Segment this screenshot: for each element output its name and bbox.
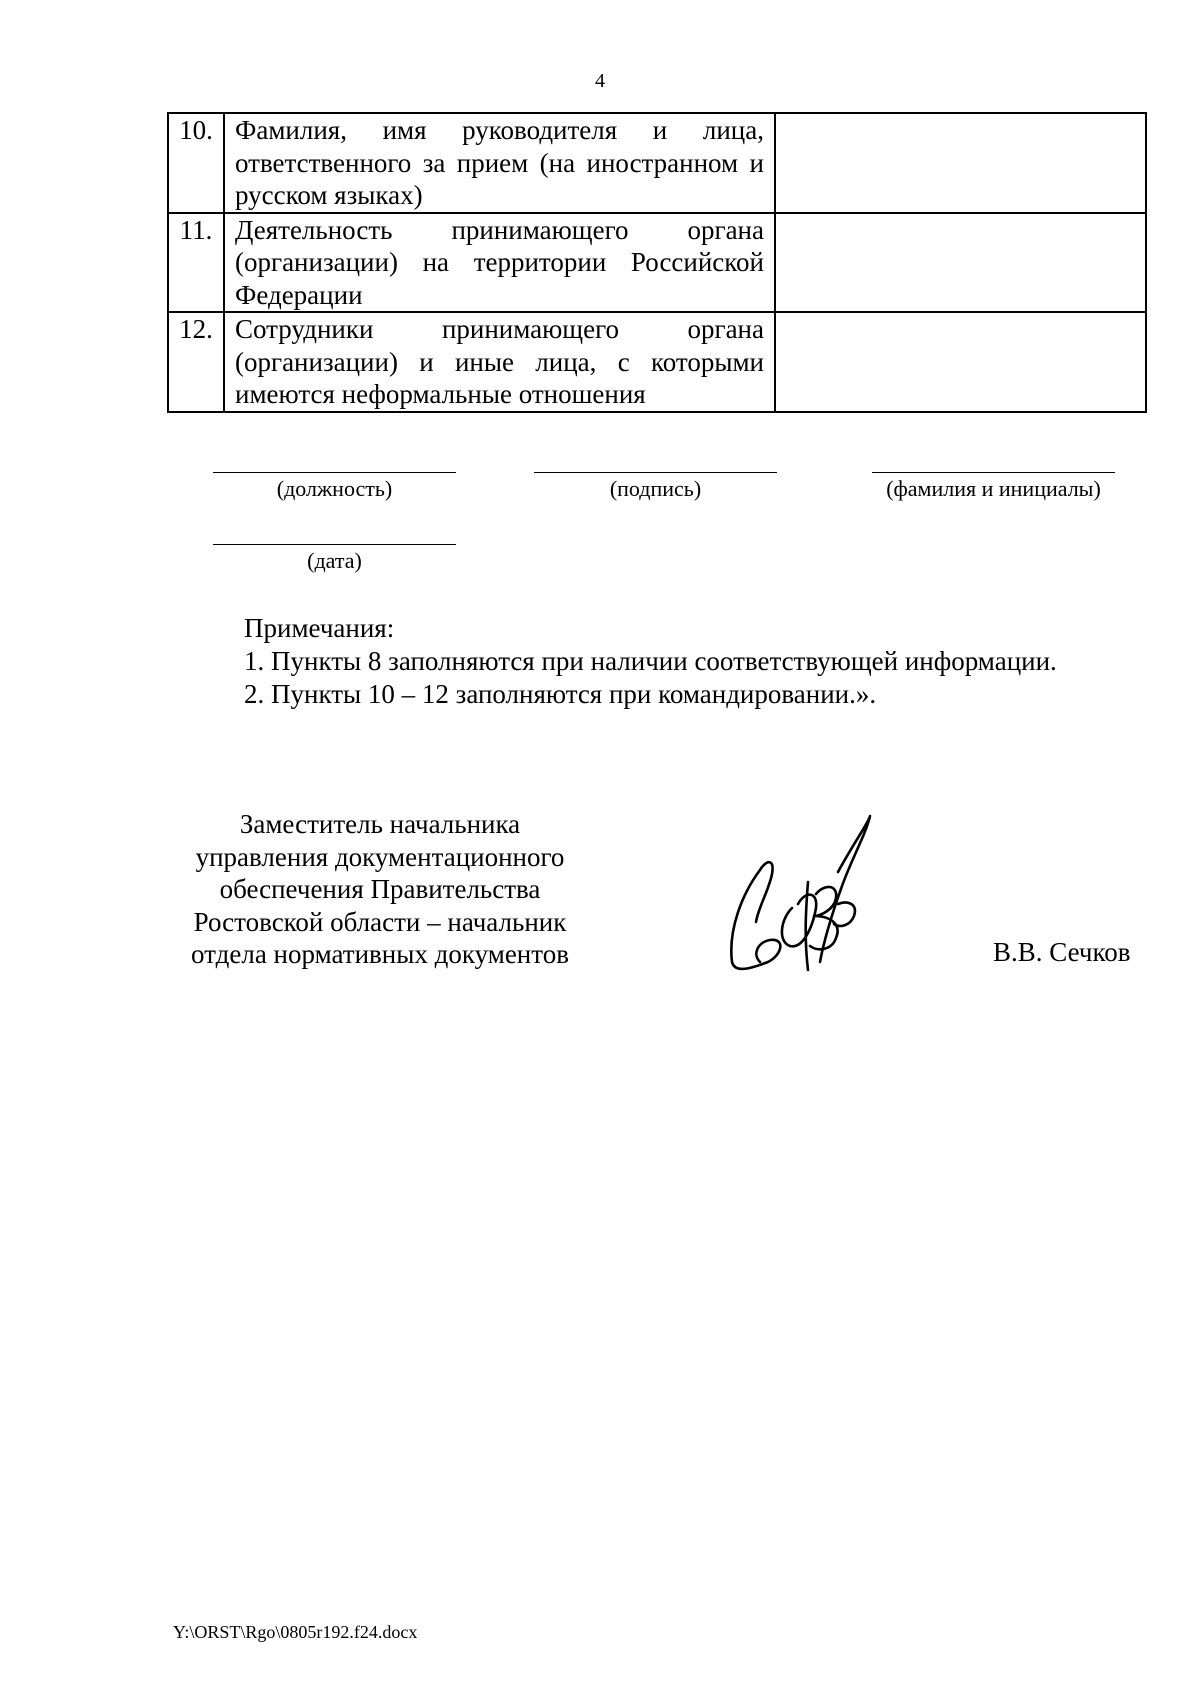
- signatory-title-line: обеспечения Правительства: [219, 874, 541, 904]
- name-line: [872, 472, 1115, 473]
- note-item: 2. Пункты 10 – 12 заполняются при командировании.».: [244, 679, 877, 709]
- table-row: [168, 312, 1146, 412]
- row-value: [775, 113, 1146, 213]
- note-item: 1. Пункты 8 заполняются при наличии соответствующей информации.: [244, 646, 1057, 676]
- signatory-title-line: Ростовской области – начальник: [193, 906, 567, 937]
- name-caption: (фамилия и инициалы): [886, 476, 1101, 501]
- date-caption: (дата): [307, 548, 362, 573]
- notes: [244, 612, 1057, 711]
- form-table: [167, 112, 1147, 413]
- signature-caption: (подпись): [609, 476, 702, 501]
- notes-heading: Примечания:: [244, 613, 395, 643]
- date-line: [213, 544, 456, 545]
- row-number: 12.: [168, 312, 224, 412]
- page-number: 4: [595, 70, 605, 92]
- signatory-title-line: отдела нормативных документов: [191, 939, 569, 969]
- handwritten-signature: [720, 812, 880, 977]
- table-row: [168, 113, 1146, 213]
- signature-line: [534, 472, 777, 473]
- signatory-title-line: Заместитель начальника: [239, 809, 521, 839]
- table-row: [168, 213, 1146, 313]
- signatory-title: [175, 808, 585, 971]
- row-value: [775, 213, 1146, 313]
- footer-file-path: Y:\ORST\Rgo\0805r192.f24.docx: [173, 1622, 418, 1642]
- row-label: Сотрудники принимающего органа (организации) и иные лица, с которыми имеются неформальные отношения: [224, 312, 775, 412]
- row-number: 11.: [168, 213, 224, 313]
- position-caption: (должность): [276, 476, 393, 501]
- row-label: Деятельность принимающего органа (организации) на территории Российской Федерации: [224, 213, 775, 313]
- row-label: Фамилия, имя руководителя и лица, ответственного за прием (на иностранном и русском языках): [224, 113, 775, 213]
- row-number: 10.: [168, 113, 224, 213]
- signatory-title-line: управления документационного: [195, 841, 565, 872]
- position-line: [213, 472, 456, 473]
- signatory-name: В.В. Сечков: [993, 937, 1131, 967]
- row-value: [775, 312, 1146, 412]
